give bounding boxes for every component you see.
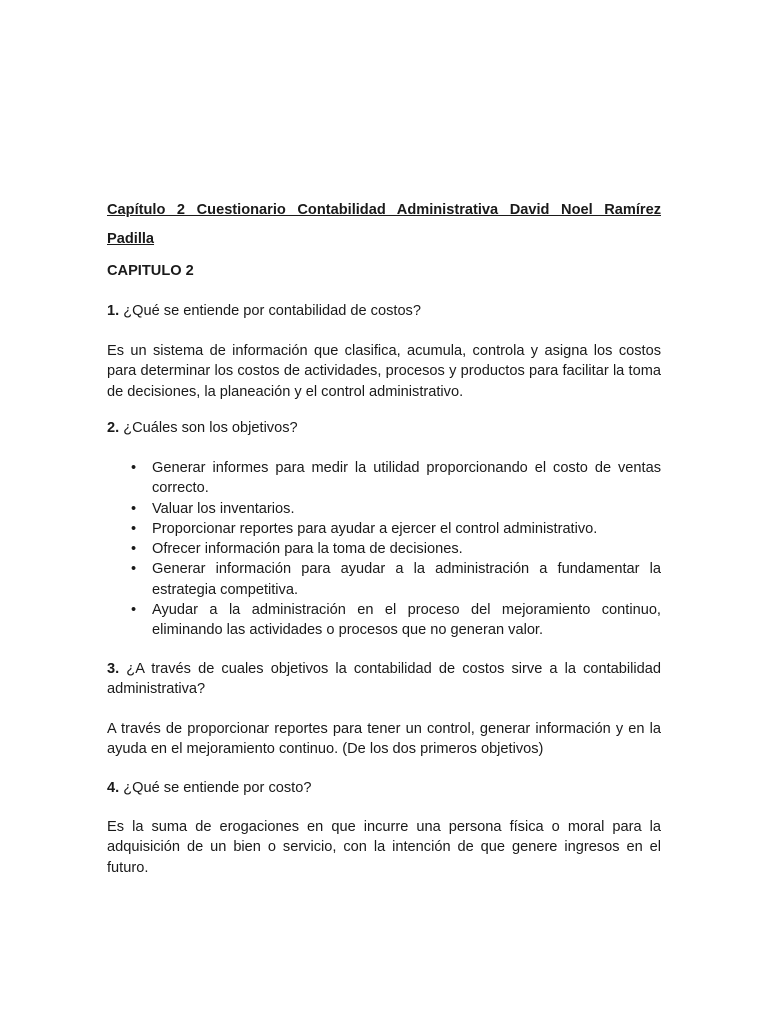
- list-item: • Proporcionar reportes para ayudar a ejercer el control administrativo.: [107, 519, 661, 539]
- question-4: [107, 778, 661, 798]
- document-title: Capítulo 2 Cuestionario Contabilidad Administrativa David Noel Ramírez: [107, 202, 661, 218]
- answer-4: Es la suma de erogaciones en que incurre una persona física o moral para la adquisición de un bien o servicio, con la intención de que genere ingresos en el futuro.: [107, 819, 661, 876]
- question-number: 1.: [107, 303, 120, 319]
- question-2: [107, 418, 661, 438]
- bullet-icon: •: [131, 541, 137, 558]
- question-text: ¿Qué se entiende por costo?: [119, 780, 312, 796]
- list-item: • Ofrecer información para la toma de decisiones.: [107, 539, 661, 559]
- question-number: 2.: [107, 420, 120, 436]
- list-item: • Generar informes para medir la utilidad proporcionando el costo de ventas correcto.: [131, 460, 661, 497]
- question-number: 3.: [107, 661, 120, 677]
- question-3: [107, 659, 661, 700]
- answer-3: A través de proporcionar reportes para tener un control, generar información y en la ayuda en el mejoramiento continuo. (De los dos primeros objetivos): [107, 721, 661, 758]
- bullet-icon: •: [131, 500, 137, 517]
- bullet-icon: •: [131, 561, 137, 578]
- bullet-icon: •: [131, 460, 137, 476]
- chapter-heading: CAPITULO 2: [107, 263, 194, 279]
- question-number: 4.: [107, 780, 120, 796]
- list-item: • Generar información para ayudar a la administración a fundamentar la estrategia competitiva.: [131, 561, 661, 598]
- question-1: [107, 301, 661, 321]
- question-text: ¿Qué se entiende por contabilidad de costos?: [119, 303, 421, 319]
- list-item: • Ayudar a la administración en el proceso del mejoramiento continuo, eliminando las actividades o procesos que no generan valor.: [131, 602, 661, 639]
- bullet-icon: •: [131, 602, 137, 619]
- document-title-continued: Padilla: [107, 231, 155, 247]
- question-text: ¿Cuáles son los objetivos?: [119, 420, 298, 436]
- bullet-icon: •: [131, 520, 137, 537]
- objectives-list: [107, 458, 661, 641]
- question-text: ¿A través de cuales objetivos la contabilidad de costos sirve a la contabilidad administrativa?: [107, 661, 661, 698]
- list-item: • Valuar los inventarios.: [107, 499, 661, 519]
- answer-1: Es un sistema de información que clasifica, acumula, controla y asigna los costos para determinar los costos de actividades, procesos y productos para facilitar la toma de decisiones, la planeación y el control administrativo.: [107, 343, 661, 400]
